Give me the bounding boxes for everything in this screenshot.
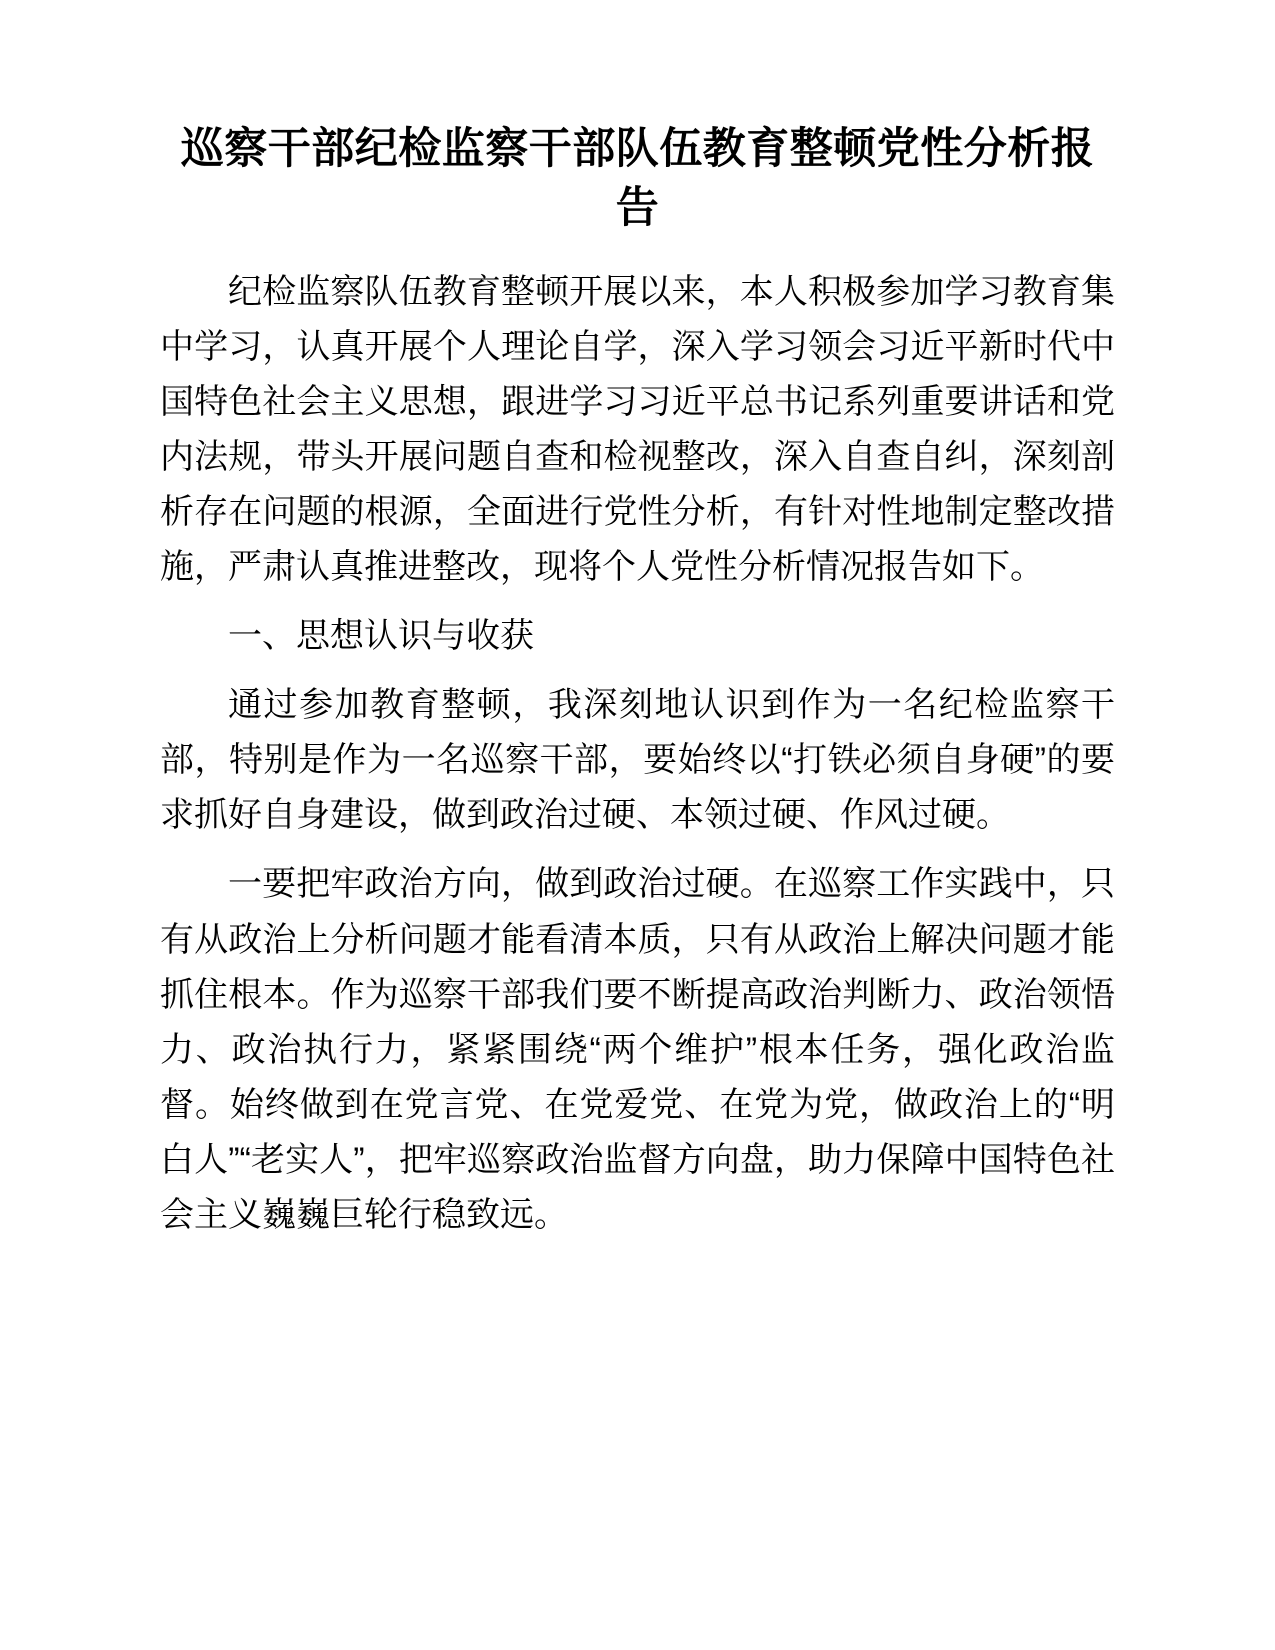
paragraph-section-one-2: 一要把牢政治方向，做到政治过硬。在巡察工作实践中，只有从政治上分析问题才能看清本质，只有从政治上解决问题才能抓住根本。作为巡察干部我们要不断提高政治判断力、政治领悟力、政治执行力，紧紧围绕“两个维护”根本任务，强化政治监督。始终做到在党言党、在党爱党、在党为党，做政治上的“明白人”“老实人”，把牢巡察政治监督方向盘，助力保障中国特色社会主义巍巍巨轮行稳致远。 (160, 865, 1115, 1234)
paragraph-intro: 纪检监察队伍教育整顿开展以来，本人积极参加学习教育集中学习，认真开展个人理论自学，深入学习领会习近平新时代中国特色社会主义思想，跟进学习习近平总书记系列重要讲话和党内法规，带头开展问题自查和检视整改，深入自查自纠，深刻剖析存在问题的根源，全面进行党性分析，有针对性地制定整改措施，严肃认真推进整改，现将个人党性分析情况报告如下。 (160, 272, 1115, 587)
section-heading-one: 一、思想认识与收获 (228, 617, 534, 656)
document-title: 巡察干部纪检监察干部队伍教育整顿党性分析报告 (180, 125, 1095, 233)
paragraph-section-one-1: 通过参加教育整顿，我深刻地认识到作为一名纪检监察干部，特别是作为一名巡察干部，要始终以“打铁必须自身硬”的要求抓好自身建设，做到政治过硬、本领过硬、作风过硬。 (160, 686, 1115, 835)
